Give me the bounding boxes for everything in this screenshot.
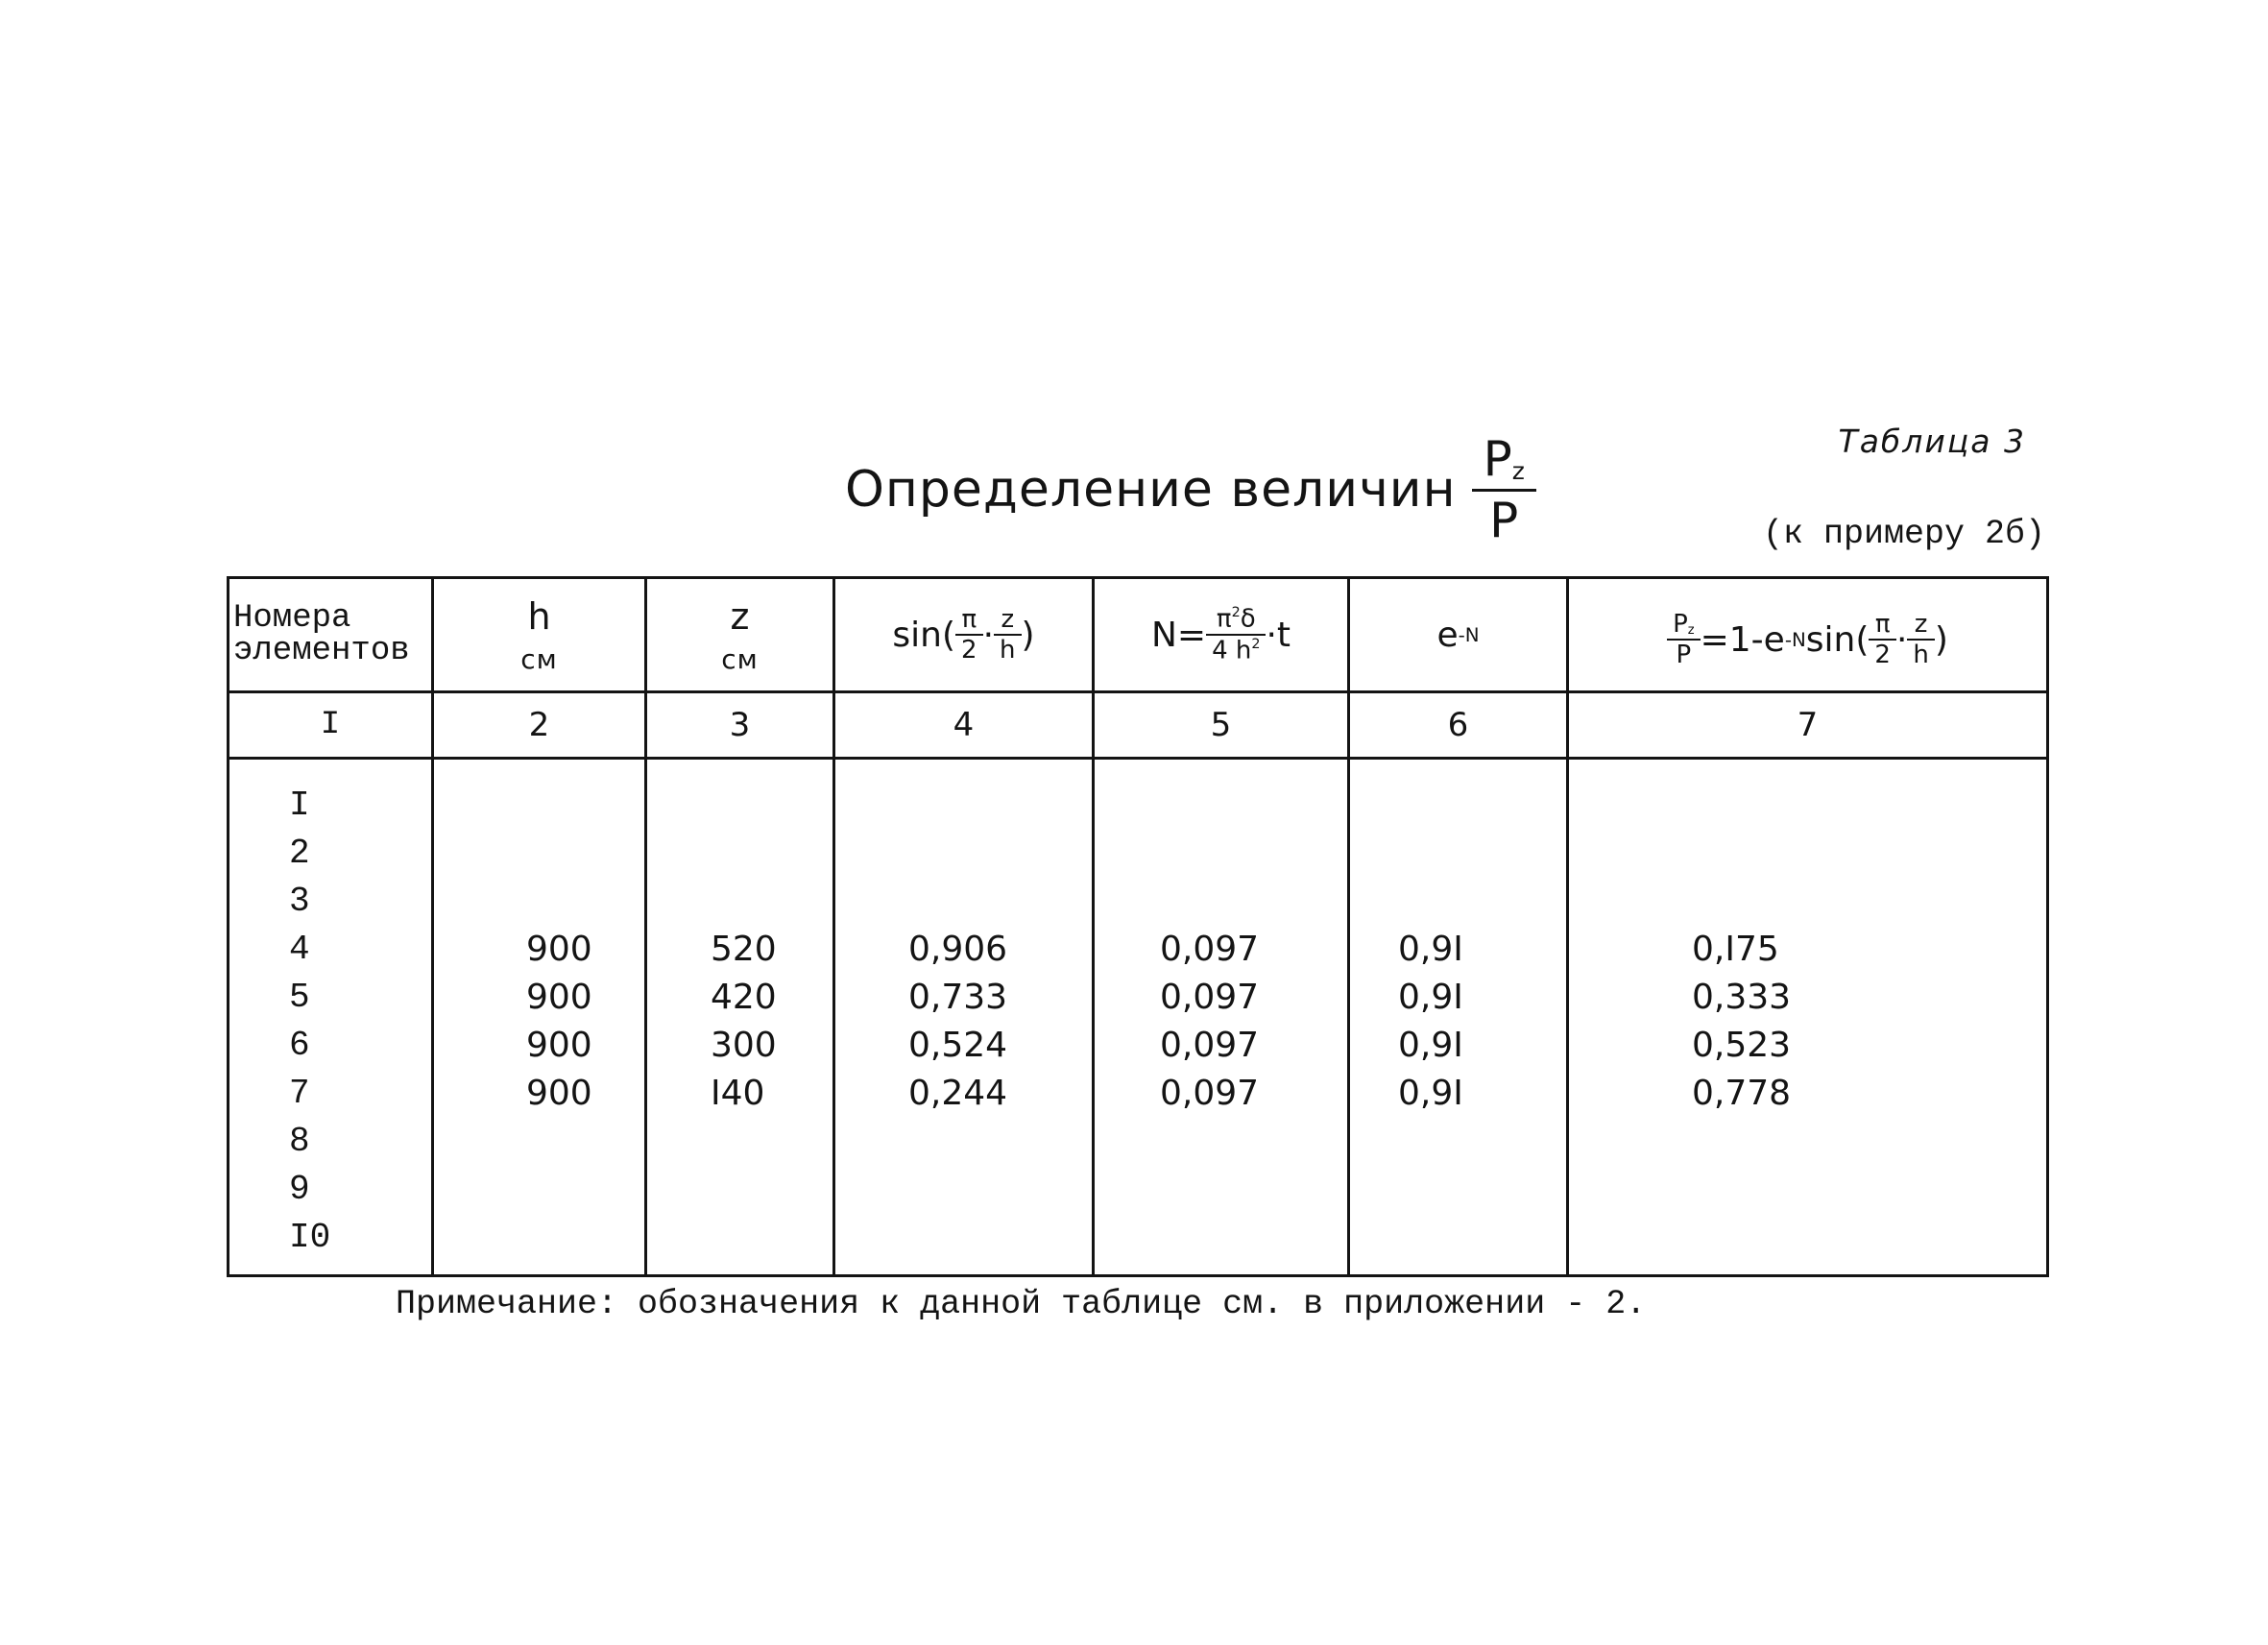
table-label: Таблица 3	[1838, 423, 2026, 460]
pz-sin-fn: sin	[1805, 619, 1856, 660]
pz-pi: π	[1874, 610, 1891, 639]
cell-n	[1094, 1213, 1349, 1261]
pz-denominator: P	[1667, 639, 1701, 667]
sin-pi-over-two	[958, 607, 980, 663]
pz-pi-over-two	[1871, 612, 1894, 667]
formula-pz-over-p: $\frac{Pz}{P}$ = 1 - e -N sin ( π 2 · z h )	[1667, 612, 1948, 667]
table-body	[229, 759, 2048, 1276]
pz-e-exp: -N	[1784, 628, 1806, 651]
table-row	[229, 1213, 2048, 1261]
n-numerator	[1214, 606, 1259, 634]
pz-numerator	[1670, 612, 1698, 639]
row-element-number: 4	[229, 925, 433, 973]
column-number-row	[229, 692, 2048, 759]
cell-pz-over-p: 0,I75	[1568, 925, 2048, 973]
cell-pz-over-p	[1568, 1117, 2048, 1165]
column-number: 3	[646, 692, 834, 759]
pz-e: e	[1763, 619, 1785, 660]
cell-z	[646, 781, 834, 829]
cell-n: 0,097	[1094, 1021, 1349, 1069]
table-row	[229, 1021, 2048, 1069]
header-z-unit: см	[721, 642, 759, 675]
cell-z: 520	[646, 925, 834, 973]
title-fraction-numerator	[1478, 431, 1531, 489]
title-text: Определение величин	[845, 461, 1457, 519]
table-row	[229, 973, 2048, 1021]
pz-h: h	[1907, 639, 1934, 667]
cell-n: 0,097	[1094, 973, 1349, 1021]
row-element-number: I0	[229, 1213, 433, 1261]
pz-z: z	[1914, 610, 1928, 639]
cell-h	[433, 829, 646, 877]
header-pz-over-p	[1568, 578, 2048, 692]
cell-pz-over-p: 0,778	[1568, 1069, 2048, 1117]
row-element-number: 3	[229, 877, 433, 925]
cell-h	[433, 877, 646, 925]
cell-z: 420	[646, 973, 834, 1021]
row-element-number: 2	[229, 829, 433, 877]
cell-z	[646, 1213, 834, 1261]
cell-pz-over-p	[1568, 877, 2048, 925]
cell-pz-over-p	[1568, 1213, 2048, 1261]
header-z-symbol: z	[730, 594, 750, 638]
cell-h	[433, 781, 646, 829]
header-h	[433, 578, 646, 692]
column-number: 7	[1568, 692, 2048, 759]
cell-n: 0,097	[1094, 1069, 1349, 1117]
column-number: I	[229, 692, 433, 759]
table-note: Примечание: обозначения к данной таблице см. в приложении - 2.	[396, 1285, 1647, 1323]
n-pi-exp: 2	[1231, 605, 1241, 621]
spacer-row	[229, 1261, 2048, 1276]
numerator-p: P	[1483, 431, 1512, 487]
cell-sin: 0,733	[834, 973, 1094, 1021]
pz-one: 1	[1728, 619, 1751, 660]
values-table	[227, 576, 2049, 1277]
column-number: 6	[1349, 692, 1568, 759]
formula-n: N = $\frac{\pi^2\delta}{4 h^2}$ · t	[1150, 605, 1291, 665]
cell-sin	[834, 1165, 1094, 1213]
n-denominator	[1206, 634, 1266, 664]
formula-e-minus-n	[1436, 616, 1479, 655]
row-element-number: 5	[229, 973, 433, 1021]
table-row	[229, 829, 2048, 877]
cell-sin: 0,524	[834, 1021, 1094, 1069]
header-row	[229, 578, 2048, 692]
header-h-unit: см	[520, 642, 558, 675]
cell-n: 0,097	[1094, 925, 1349, 973]
sin-fn: sin	[892, 615, 942, 655]
header-h-symbol: h	[527, 594, 551, 638]
cell-e-minus-n	[1349, 829, 1568, 877]
pz-p: P	[1673, 610, 1688, 639]
cell-e-minus-n	[1349, 1165, 1568, 1213]
header-element-number-line1: Номера	[233, 600, 351, 637]
table-row	[229, 1165, 2048, 1213]
row-element-number: 6	[229, 1021, 433, 1069]
cell-e-minus-n	[1349, 1213, 1568, 1261]
cell-e-minus-n	[1349, 781, 1568, 829]
header-z	[646, 578, 834, 692]
e-exp: -N	[1458, 623, 1480, 646]
column-number: 2	[433, 692, 646, 759]
cell-h: 900	[433, 1021, 646, 1069]
pz-z-over-h	[1910, 612, 1931, 667]
row-element-number: 8	[229, 1117, 433, 1165]
cell-z	[646, 1165, 834, 1213]
cell-z	[646, 829, 834, 877]
cell-sin: 0,906	[834, 925, 1094, 973]
cell-e-minus-n: 0,9I	[1349, 973, 1568, 1021]
n-h-exp: 2	[1251, 637, 1261, 652]
header-element-number	[229, 578, 433, 692]
pz-sub: z	[1687, 622, 1695, 638]
table-row	[229, 1069, 2048, 1117]
sin-two: 2	[955, 634, 983, 663]
cell-n	[1094, 877, 1349, 925]
cell-e-minus-n: 0,9I	[1349, 925, 1568, 973]
n-four-h: 4 h	[1212, 636, 1252, 665]
n-lhs: N	[1150, 615, 1177, 655]
column-number: 4	[834, 692, 1094, 759]
cell-e-minus-n	[1349, 877, 1568, 925]
cell-pz-over-p	[1568, 1165, 2048, 1213]
column-number: 5	[1094, 692, 1349, 759]
cell-z	[646, 877, 834, 925]
cell-e-minus-n	[1349, 1117, 1568, 1165]
cell-h	[433, 1213, 646, 1261]
cell-e-minus-n: 0,9I	[1349, 1069, 1568, 1117]
cell-sin	[834, 781, 1094, 829]
n-t: t	[1276, 615, 1291, 655]
sin-z-over-h	[997, 607, 1018, 663]
cell-sin	[834, 829, 1094, 877]
row-element-number: I	[229, 781, 433, 829]
page-title	[845, 423, 1531, 557]
cell-z: I40	[646, 1069, 834, 1117]
title-fraction	[1478, 431, 1531, 548]
cell-z: 300	[646, 1021, 834, 1069]
table-row	[229, 925, 2048, 973]
sin-z: z	[1001, 605, 1015, 634]
cell-h: 900	[433, 973, 646, 1021]
cell-sin	[834, 1117, 1094, 1165]
formula-sin: sin ( π 2 · z h )	[892, 605, 1035, 665]
table-row	[229, 877, 2048, 925]
cell-z	[646, 1117, 834, 1165]
spacer-row	[229, 759, 2048, 782]
cell-n	[1094, 1117, 1349, 1165]
cell-h: 900	[433, 1069, 646, 1117]
row-element-number: 7	[229, 1069, 433, 1117]
header-element-number-line2: элементов	[233, 633, 410, 669]
example-reference: (к примеру 2б)	[1762, 515, 2045, 553]
cell-pz-over-p: 0,523	[1568, 1021, 2048, 1069]
table-row	[229, 1117, 2048, 1165]
header-sin	[834, 578, 1094, 692]
pz-fraction	[1670, 612, 1698, 667]
n-fraction	[1209, 606, 1263, 663]
cell-n	[1094, 1165, 1349, 1213]
n-pi: π	[1216, 605, 1232, 634]
cell-h	[433, 1117, 646, 1165]
cell-h: 900	[433, 925, 646, 973]
cell-h	[433, 1165, 646, 1213]
header-n	[1094, 578, 1349, 692]
cell-pz-over-p: 0,333	[1568, 973, 2048, 1021]
cell-sin	[834, 877, 1094, 925]
cell-pz-over-p	[1568, 829, 2048, 877]
header-e-minus-n	[1349, 578, 1568, 692]
cell-n	[1094, 829, 1349, 877]
title-fraction-denominator: P	[1472, 489, 1536, 546]
cell-sin	[834, 1213, 1094, 1261]
numerator-sub: z	[1511, 456, 1525, 485]
cell-sin: 0,244	[834, 1069, 1094, 1117]
cell-pz-over-p	[1568, 781, 2048, 829]
table-row	[229, 781, 2048, 829]
sin-h: h	[994, 634, 1021, 663]
e-base: e	[1436, 615, 1459, 655]
cell-e-minus-n: 0,9I	[1349, 1021, 1568, 1069]
n-delta: δ	[1240, 605, 1256, 634]
cell-n	[1094, 781, 1349, 829]
sin-pi: π	[961, 605, 977, 634]
pz-two: 2	[1869, 639, 1896, 667]
row-element-number: 9	[229, 1165, 433, 1213]
